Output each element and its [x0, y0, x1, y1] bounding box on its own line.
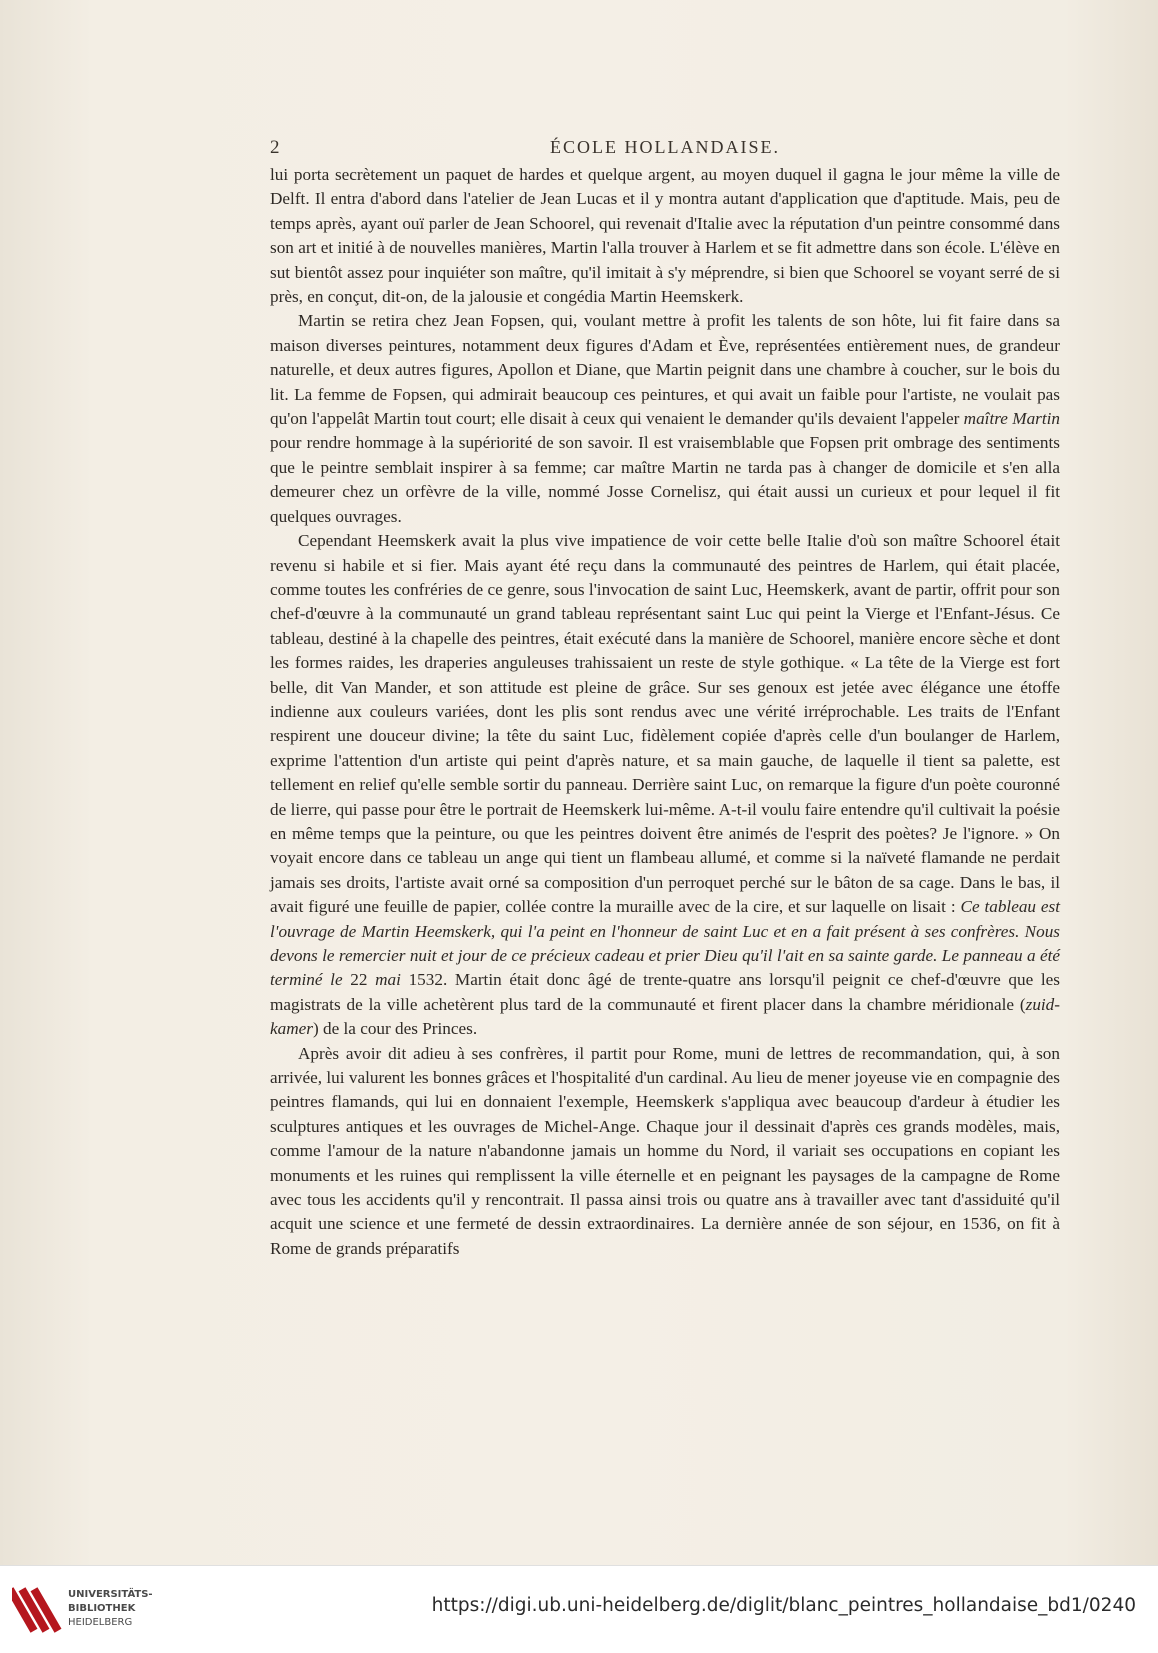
paragraph-3-text-c: ) de la cour des Princes.	[312, 1019, 478, 1039]
library-name-line-3: HEIDELBERG	[68, 1617, 133, 1628]
paragraph-3-italic-inscription: Ce tableau est l'ouvrage de Martin Heemskerk, qui l'a peint en l'honneur de saint Luc et en a fait présent à ses confrères. Nous devons le remercier nuit et jour de ce précieux cadeau et prier Dieu qu'il l'ait en sa sainte garde. Le panneau a été terminé le	[270, 897, 1060, 990]
paragraph-3-date-number: 22	[350, 970, 368, 990]
body-text	[270, 163, 1060, 1261]
library-name-line-2: BIBLIOTHEK	[68, 1603, 136, 1614]
footer-bar	[0, 1565, 1158, 1653]
paragraph-3-italic-term: zuid-kamer	[270, 994, 1060, 1039]
library-name-line-1: UNIVERSITÄTS-	[68, 1589, 153, 1600]
paragraph-3-italic-month: mai	[375, 970, 401, 990]
paragraph-3-text-b: 1532. Martin était donc âgé de trente-quatre ans lorsqu'il peignit ce chef-d'œuvre que les magistrats de la ville achetèrent plus tard de la communauté et firent placer dans la chambre méridionale (	[270, 970, 1060, 1014]
paragraph-2-text-b: pour rendre hommage à la supériorité de son savoir. Il est vraisemblable que Fopsen prit ombrage des sentiments que le peintre semblait inspirer à sa femme; car maître Martin ne tarda pas à changer de domicile et s'en alla demeurer chez un orfèvre de la ville, nommé Josse Cornelisz, qui était aussi un curieux et pour lequel il fit quelques ouvrages.	[270, 433, 1060, 526]
library-name	[68, 1588, 153, 1630]
university-library-logo-icon	[12, 1582, 62, 1638]
permalink-url[interactable]: https://digi.ub.uni-heidelberg.de/diglit/blanc_peintres_hollandaise_bd1/0240	[431, 1595, 1136, 1616]
paragraph-4: Après avoir dit adieu à ses confrères, il partit pour Rome, muni de lettres de recommandation, qui, à son arrivée, lui valurent les bonnes grâces et l'hospitalité d'un cardinal. Au lieu de mener joyeuse vie en compagnie des peintres flamands, qui lui en donnaient l'exemple, Heemskerk s'appliqua avec beaucoup d'ardeur à étudier les sculptures antiques et les ouvrages de Michel-Ange. Chaque jour il dessinait d'après ces grands modèles, mais, comme l'amour de la nature n'abandonne jamais un homme du Nord, il variait ses occupations en copiant les monuments et les ruines qui remplissent la ville éternelle et en peignant les paysages de la campagne de Rome avec tous les accidents qu'il y rencontrait. Il passa ainsi trois ou quatre ans à travailler avec tant d'assiduité qu'il acquit une science et une fermeté de dessin extraordinaires. La dernière année de son séjour, en 1536, on fit à Rome de grands préparatifs	[270, 1043, 1060, 1258]
paragraph-2-text-a: Martin se retira chez Jean Fopsen, qui, voulant mettre à profit les talents de son hôte, lui fit faire dans sa maison diverses peintures, notamment deux figures d'Adam et Ève, représentées entièrement nues, de grandeur naturelle, et deux autres figures, Apollon et Diane, que Martin peignit dans une chambre à coucher, sur le bois du lit. La femme de Fopsen, qui admirait beaucoup ces peintures, et qui avait un faible pour l'artiste, ne voulait pas qu'on l'appelât Martin tout court; elle disait à ceux qui venaient le demander qu'ils devaient l'appeler	[270, 311, 1060, 429]
paragraph-2	[270, 309, 1060, 529]
paragraph-1: lui porta secrètement un paquet de hardes et quelque argent, au moyen duquel il gagna le jour même la ville de Delft. Il entra d'abord dans l'atelier de Jean Lucas et il y montra autant d'application que d'aptitude. Mais, peu de temps après, ayant ouï parler de Jean Schoorel, qui revenait d'Italie avec la réputation d'un peintre consommé dans son art et initié à de nouvelles manières, Martin l'alla trouver à Harlem et se fit admettre dans son école. L'élève en sut bientôt assez pour inquiéter son maître, qu'il imitait à s'y méprendre, si bien que Schoorel se voyant serré de si près, en conçut, dit-on, de la jalousie et congédia Martin Heemskerk.	[270, 165, 1060, 307]
running-title: ÉCOLE HOLLANDAISE.	[550, 137, 780, 157]
page-header	[270, 137, 1060, 161]
paragraph-2-italic: maître Martin	[963, 409, 1060, 429]
paragraph-3-text-a: Cependant Heemskerk avait la plus vive impatience de voir cette belle Italie d'où son maître Schoorel était revenu si habile et si fier. Mais ayant été reçu dans la communauté des peintres de Harlem, qui était placée, comme toutes les confréries de ce genre, sous l'invocation de saint Luc, Heemskerk, avant de partir, offrit pour son chef-d'œuvre à la communauté un grand tableau représentant saint Luc qui peint la Vierge et l'Enfant-Jésus. Ce tableau, destiné à la chapelle des peintres, était exécuté dans la manière de Schoorel, manière encore sèche et dont les formes raides, les draperies anguleuses trahissaient un reste de style gothique. « La tête de la Vierge est fort belle, dit Van Mander, et son attitude est pleine de grâce. Sur ses genoux est jetée avec élégance une étoffe indienne aux couleurs variées, dont les plis sont rendus avec une vérité irréprochable. Les traits de l'Enfant respirent une douceur divine; la tête du saint Luc, fidèlement copiée d'après celle d'un boulanger de Harlem, exprime l'attention d'un artiste qui peint d'après nature, et sa main gauche, de laquelle il tient sa palette, est tellement en relief qu'elle semble sortir du panneau. Derrière saint Luc, on remarque la figure d'un poète couronné de lierre, qui passe pour être le portrait de Heemskerk lui-même. A-t-il voulu faire entendre qu'il cultivait la poésie en même temps que la peinture, ou que les peintres doivent être animés de l'esprit des poètes? Je l'ignore. » On voyait encore dans ce tableau un ange qui tient un flambeau allumé, et comme si la naïveté flamande ne perdait jamais ses droits, l'artiste avait orné sa composition d'un perroquet perché sur le bâton de sa cage. Dans le bas, il avait figuré une feuille de papier, collée contre la muraille avec de la cire, et sur laquelle on lisait :	[270, 531, 1060, 917]
page-number: 2	[270, 137, 280, 158]
paragraph-3	[270, 529, 1060, 1042]
